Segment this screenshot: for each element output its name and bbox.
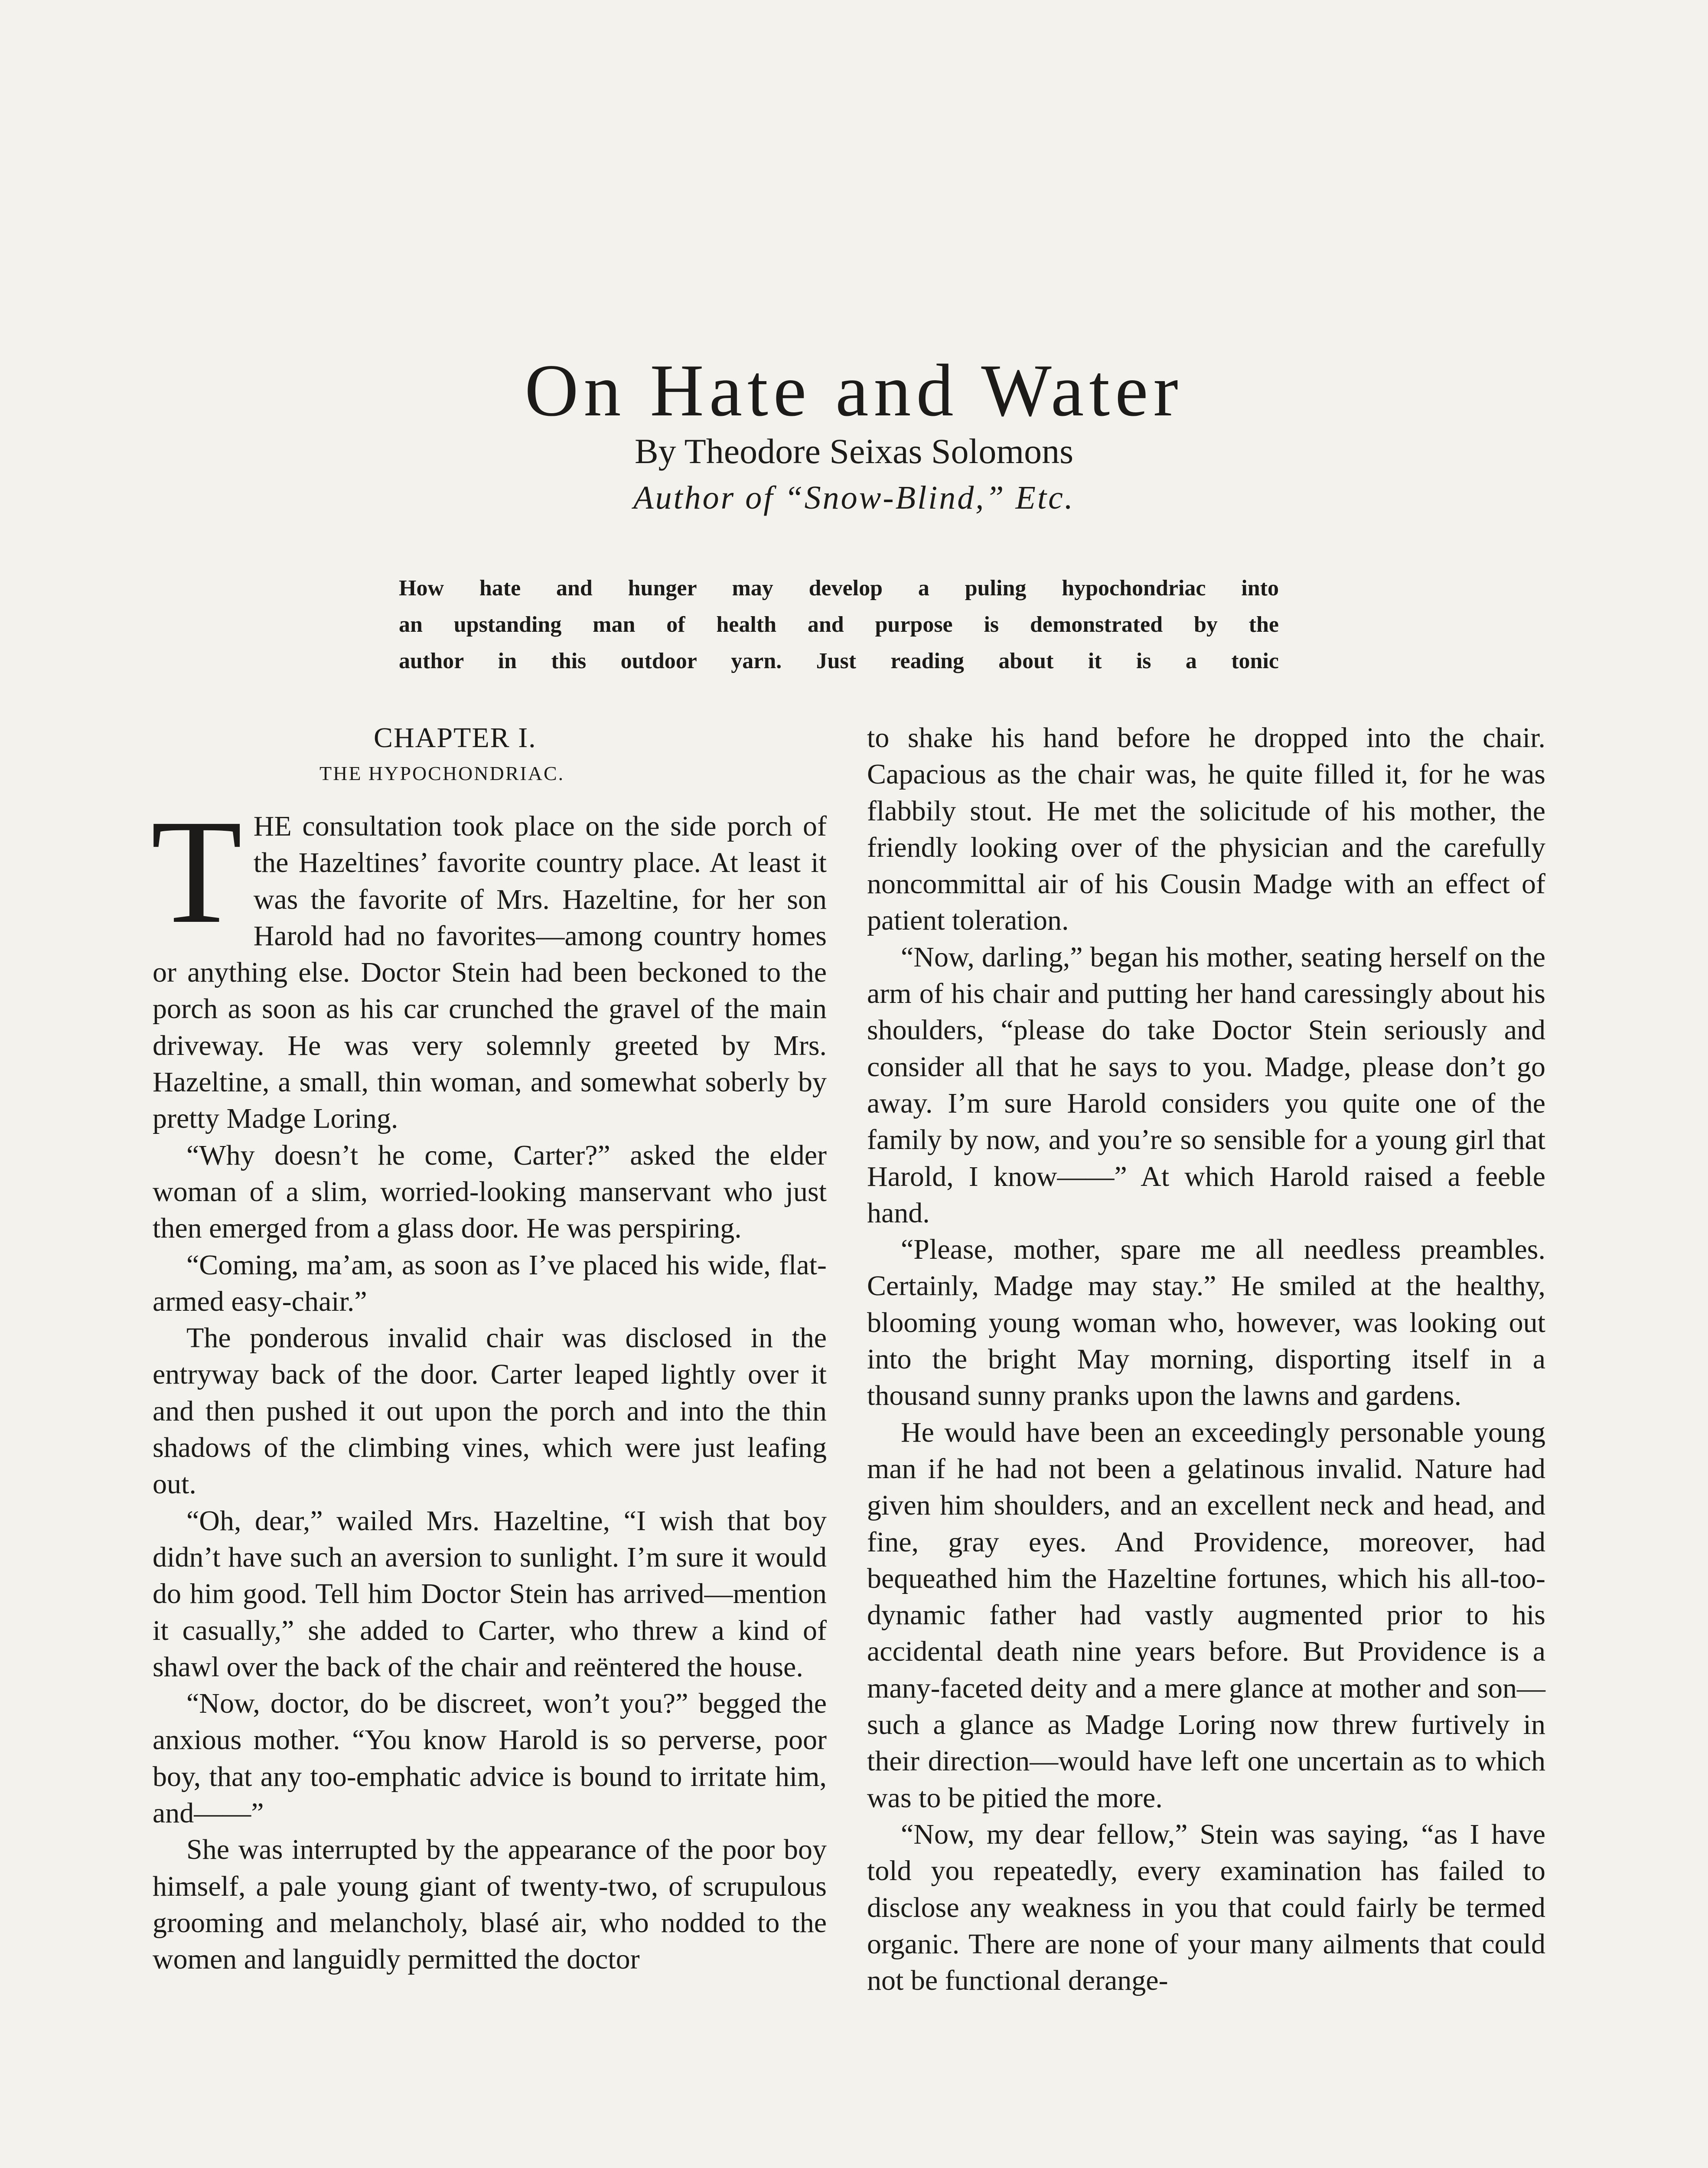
paragraph: “Why doesn’t he come, Carter?” asked the elder woman of a slim, worried-looking manservant who just then emerged from a glass door. He was perspiring. bbox=[153, 1139, 827, 1244]
paragraph: “Please, mother, spare me all needless preambles. Certainly, Madge may stay.” He smiled at the healthy, blooming young woman who, however, was looking out into the bright May morning, disporting itself in a thousand sunny pranks upon the lawns and gardens. bbox=[867, 1234, 1545, 1412]
paragraph: “Coming, ma’am, as soon as I’ve placed his wide, flat-armed easy-chair.” bbox=[153, 1249, 827, 1317]
paragraph: The ponderous invalid chair was disclosed in the entryway back of the door. Carter leaped lightly over it and then pushed it out upon the porch and into the thin shadows of the climbing vines, which were just leafing out. bbox=[153, 1322, 827, 1500]
paragraph: “Now, darling,” began his mother, seating herself on the arm of his chair and putting her hand caressingly about his shoulders, “please do take Doctor Stein seriously and consider all that he says to you. Madge, please don’t go away. I’m sure Harold considers you quite one of the family by now, and you’re so sensible for a young girl that Harold, I know——” At which Harold raised a feeble hand. bbox=[867, 941, 1545, 1229]
blurb-line: an upstanding man of health and purpose is demonstrated by the bbox=[399, 612, 1279, 637]
blurb-line: How hate and hunger may develop a puling hypochondriac into bbox=[399, 576, 1279, 601]
opening-paragraph bbox=[151, 789, 827, 1137]
left-column bbox=[153, 720, 827, 1978]
paragraph: She was interrupted by the appearance of the poor boy himself, a pale young giant of twenty-two, of scrupulous grooming and melancholy, blasé air, who nodded to the women and languidly permitted the doctor bbox=[153, 1834, 827, 1975]
paragraph: “Now, doctor, do be discreet, won’t you?” begged the anxious mother. “You know Harold is so perverse, poor boy, that any too-emphatic advice is bound to irritate him, and——” bbox=[153, 1688, 827, 1829]
paragraph-continuation: to shake his hand before he dropped into the chair. Capacious as the chair was, he quite filled it, for he was flabbily stout. He met the solicitude of his mother, the friendly looking over of the physician and the carefully noncommittal air of his Cousin Madge with an effect of patient toleration. bbox=[867, 722, 1545, 937]
chapter-heading: CHAPTER I. bbox=[374, 722, 537, 754]
paragraph: “Oh, dear,” wailed Mrs. Hazeltine, “I wish that boy didn’t have such an aversion to sunlight. I’m sure it would do him good. Tell him Doctor Stein has arrived—mention it casually,” she added to Carter, who threw a kind of shawl over the back of the chair and reëntered the house. bbox=[153, 1505, 827, 1683]
blurb-line: author in this outdoor yarn. Just reading about it is a tonic bbox=[399, 649, 1279, 673]
article-blurb bbox=[399, 570, 1279, 679]
chapter-subheading: THE HYPOCHONDRIAC. bbox=[319, 762, 565, 784]
right-column bbox=[867, 720, 1545, 1999]
author-credits: Author of “Snow-Blind,” Etc. bbox=[633, 480, 1075, 516]
opening-paragraph-text: HE consultation took place on the side porch of the Hazeltines’ favorite country place. At least it was the favorite of Mrs. Hazeltine, for her son Harold had no favorites—among country homes or anything else. Doctor Stein had been beckoned to the porch as soon as his car crunched the gravel of the main driveway. He was very solemnly greeted by Mrs. Hazeltine, a small, thin woman, and somewhat soberly by pretty Madge Loring. bbox=[153, 810, 827, 1135]
article-title: On Hate and Water bbox=[525, 349, 1183, 432]
author-byline: By Theodore Seixas Solomons bbox=[634, 431, 1074, 471]
drop-cap: T bbox=[151, 789, 242, 954]
paragraph: He would have been an exceedingly personable young man if he had not been a gelatinous invalid. Nature had given him shoulders, and an excellent neck and head, and fine, gray eyes. And Providence, moreover, had bequeathed him the Hazeltine fortunes, which his all-too-dynamic father had vastly augmented prior to his accidental death nine years before. But Providence is a many-faceted deity and a mere glance at mother and son—such a glance as Madge Loring now threw furtively in their direction—would have left one uncertain as to which was to be pitied the more. bbox=[867, 1416, 1545, 1814]
paragraph: “Now, my dear fellow,” Stein was saying, “as I have told you repeatedly, every examination has failed to disclose any weakness in you that could fairly be termed organic. There are none of your many ailments that could not be functional derange- bbox=[867, 1818, 1545, 1997]
